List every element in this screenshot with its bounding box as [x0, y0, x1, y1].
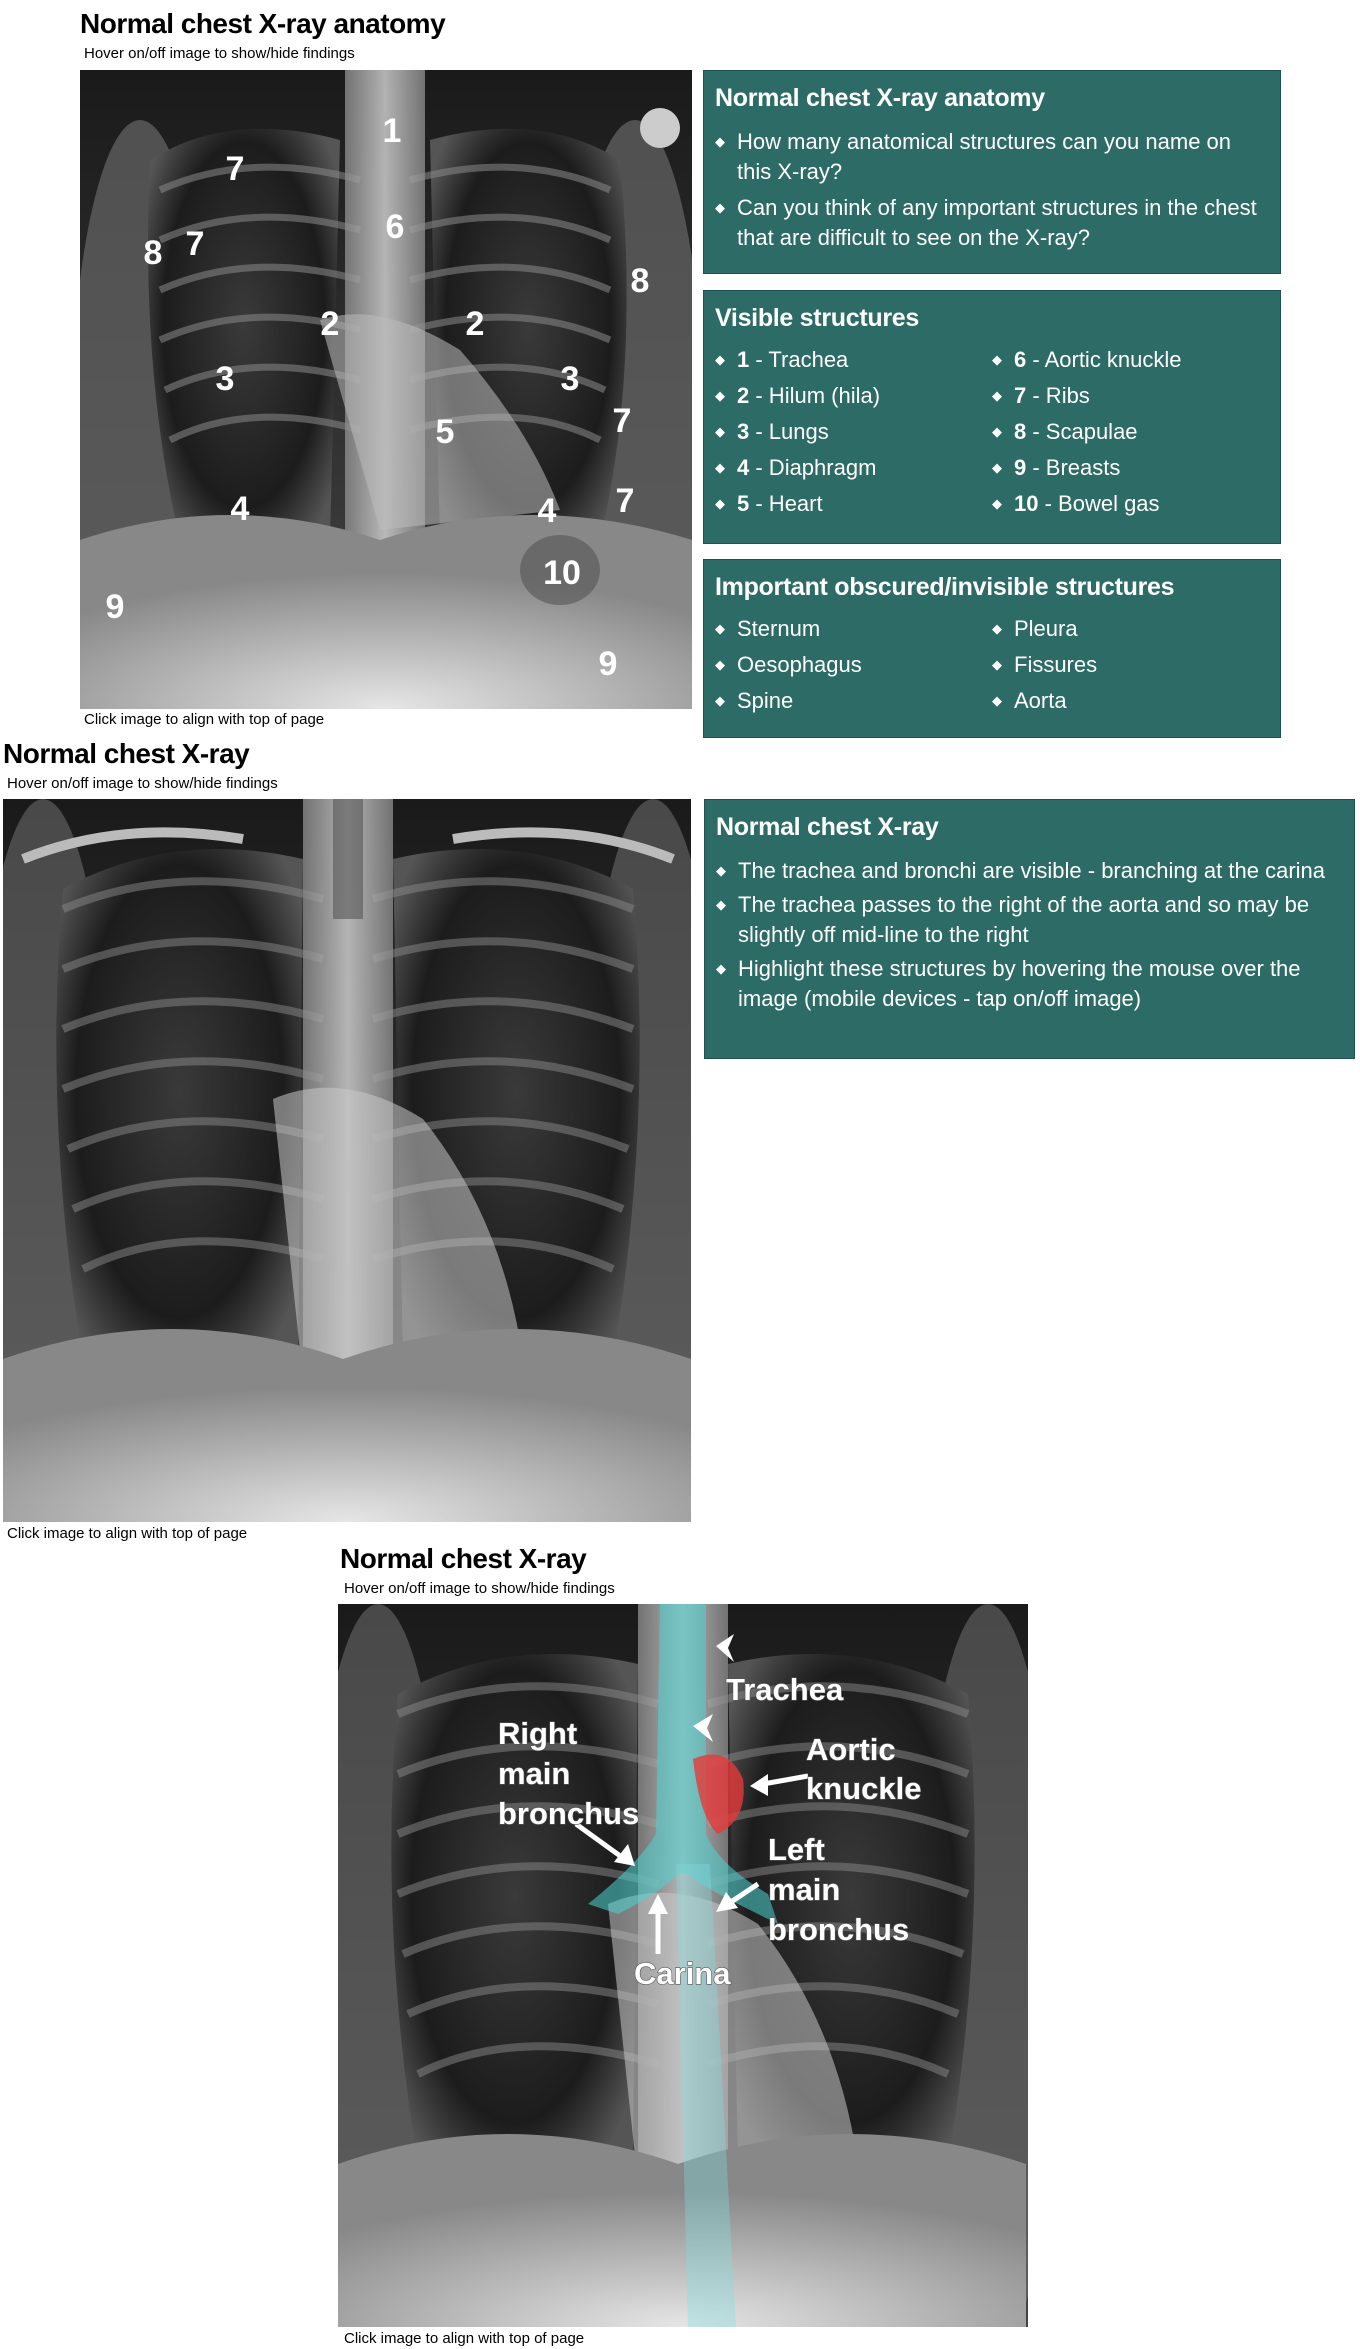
label-right-3: bronchus	[498, 1796, 640, 1831]
panel-visible-heading: Visible structures	[715, 304, 919, 332]
annotated-xray-image[interactable]	[338, 1604, 1028, 2327]
section2-caption: Click image to align with top of page	[7, 1525, 248, 1542]
list-item: ◆ How many anatomical structures can you name on this X-ray?	[715, 127, 1269, 187]
label-left-3: bronchus	[768, 1912, 910, 1947]
visible-list-col2	[992, 345, 1269, 525]
panel-anatomy-intro-heading: Normal chest X-ray anatomy	[715, 84, 1045, 112]
label-right-1: Right	[498, 1716, 578, 1751]
label-5: 5	[435, 413, 455, 451]
section1-title: Normal chest X-ray anatomy	[80, 8, 446, 39]
label-4a: 4	[230, 490, 250, 528]
list-item: ◆ Aorta	[992, 686, 1269, 716]
anatomy-xray-graphic	[80, 70, 692, 709]
list-item: ◆ 4 - Diaphragm	[715, 453, 992, 483]
label-9a: 9	[105, 588, 125, 626]
section2-title: Normal chest X-ray	[3, 738, 250, 769]
label-3b: 3	[560, 360, 580, 398]
section2-hint: Hover on/off image to show/hide findings	[7, 775, 278, 792]
label-10: 10	[543, 554, 581, 592]
label-4b: 4	[537, 492, 557, 530]
list-item: ◆ 7 - Ribs	[992, 381, 1269, 411]
annotated-xray-graphic	[338, 1604, 1028, 2327]
label-3a: 3	[215, 360, 235, 398]
list-item: ◆ 10 - Bowel gas	[992, 489, 1269, 519]
list-item: ◆ Pleura	[992, 614, 1269, 644]
label-left-2: main	[768, 1872, 841, 1907]
panel-normal-xray	[704, 799, 1355, 1059]
list-item: ◆ The trachea and bronchi are visible - branching at the carina	[716, 856, 1343, 886]
label-aortic-2: knuckle	[806, 1771, 922, 1806]
panel-visible-structures	[703, 290, 1281, 544]
panel-obscured-heading: Important obscured/invisible structures	[715, 573, 1175, 601]
label-trachea: Trachea	[726, 1672, 844, 1707]
list-item: ◆ 3 - Lungs	[715, 417, 992, 447]
label-7c: 7	[612, 402, 632, 440]
list-item: ◆ Fissures	[992, 650, 1269, 680]
label-8b: 8	[630, 262, 650, 300]
normal-xray-graphic	[3, 799, 691, 1522]
label-carina: Carina	[634, 1956, 731, 1991]
list-item: ◆ 6 - Aortic knuckle	[992, 345, 1269, 375]
list-item: ◆ Oesophagus	[715, 650, 992, 680]
label-2a: 2	[320, 305, 340, 343]
list-item: ◆ Spine	[715, 686, 992, 716]
list-item: ◆ The trachea passes to the right of the aorta and so may be slightly off mid-line to the right	[716, 890, 1343, 950]
label-8a: 8	[143, 234, 163, 272]
list-item: ◆ 8 - Scapulae	[992, 417, 1269, 447]
list-item: ◆ 9 - Breasts	[992, 453, 1269, 483]
section3-title: Normal chest X-ray	[340, 1543, 587, 1574]
label-1: 1	[382, 112, 402, 150]
normal-xray-image[interactable]	[3, 799, 691, 1522]
panel-normal-heading: Normal chest X-ray	[716, 813, 939, 841]
label-7a: 7	[225, 150, 245, 188]
list-item: ◆ Highlight these structures by hovering the mouse over the image (mobile devices - tap on/off image)	[716, 954, 1343, 1014]
section1-hint: Hover on/off image to show/hide findings	[84, 45, 355, 62]
label-2b: 2	[465, 305, 485, 343]
panel-obscured-structures	[703, 559, 1281, 738]
label-6: 6	[385, 208, 405, 246]
anatomy-xray-image[interactable]	[80, 70, 692, 709]
list-item: ◆ 1 - Trachea	[715, 345, 992, 375]
label-left-1: Left	[768, 1832, 825, 1867]
label-aortic-1: Aortic	[806, 1732, 896, 1767]
obscured-list-col2	[992, 614, 1269, 722]
list-item: ◆ Can you think of any important structures in the chest that are difficult to see on the X-ray?	[715, 193, 1269, 253]
visible-list-col1	[715, 345, 992, 525]
label-7d: 7	[615, 482, 635, 520]
label-7b: 7	[185, 225, 205, 263]
obscured-list-col1	[715, 614, 992, 722]
list-item: ◆ Sternum	[715, 614, 992, 644]
section1-caption: Click image to align with top of page	[84, 711, 325, 728]
panel-anatomy-intro	[703, 70, 1281, 274]
section3-caption: Click image to align with top of page	[344, 2330, 585, 2347]
section3-hint: Hover on/off image to show/hide findings	[344, 1580, 615, 1597]
list-item: ◆ 2 - Hilum (hila)	[715, 381, 992, 411]
label-9b: 9	[598, 645, 618, 683]
list-item: ◆ 5 - Heart	[715, 489, 992, 519]
label-right-2: main	[498, 1756, 571, 1791]
